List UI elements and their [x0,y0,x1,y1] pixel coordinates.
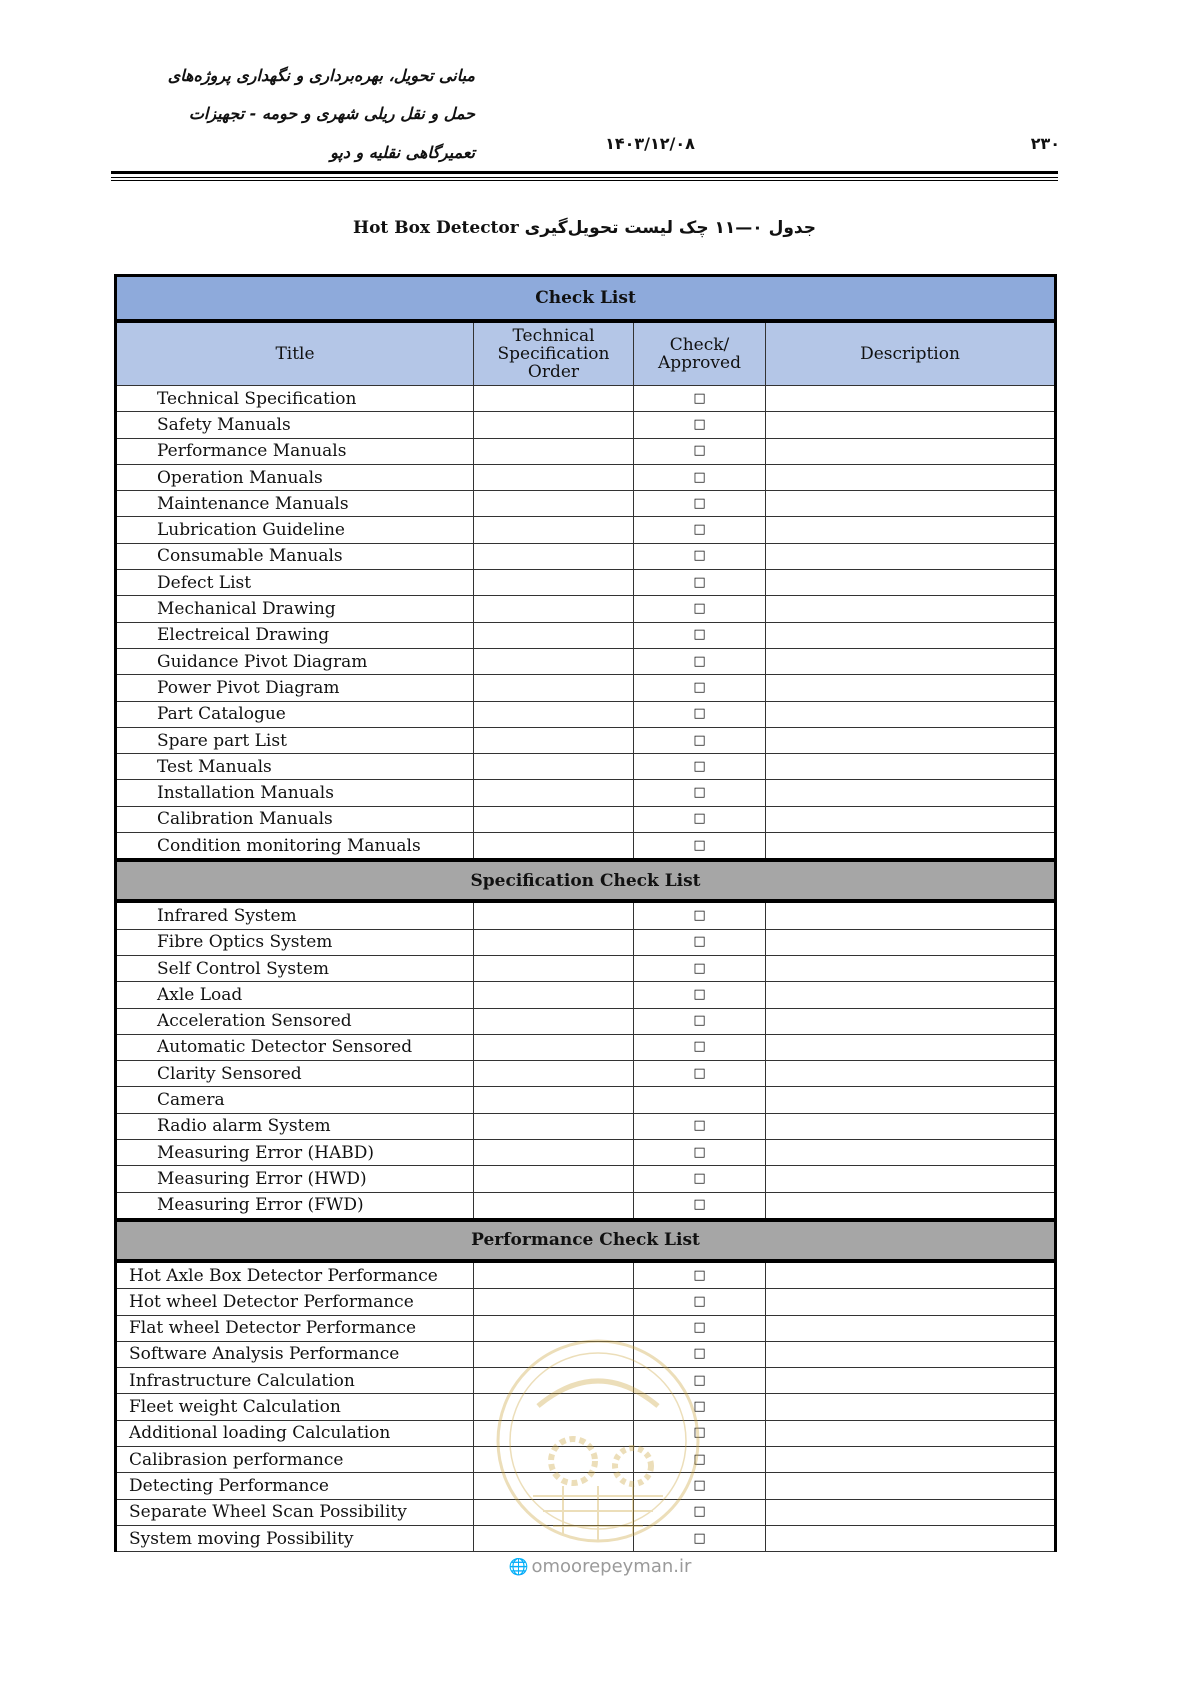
row-description-cell[interactable] [766,675,1056,701]
table-row [116,982,1056,1008]
row-title: Hot Axle Box Detector Performance [116,1261,474,1289]
row-description-cell[interactable] [766,1008,1056,1034]
row-tech-spec-cell[interactable] [474,833,634,861]
globe-icon: 🌐 [508,1557,529,1576]
row-tech-spec-cell[interactable] [474,622,634,648]
row-description-cell[interactable] [766,929,1056,955]
row-tech-spec-cell[interactable] [474,727,634,753]
row-description-cell[interactable] [766,1192,1056,1220]
row-tech-spec-cell[interactable] [474,1008,634,1034]
row-title: Clarity Sensored [116,1061,474,1087]
row-check-cell [634,1140,766,1166]
row-title: Calibration Manuals [116,806,474,832]
checkbox[interactable]: □ [693,785,706,801]
row-check-cell [634,754,766,780]
row-description-cell[interactable] [766,596,1056,622]
row-check-cell [634,1113,766,1139]
row-tech-spec-cell[interactable] [474,464,634,490]
checkbox[interactable]: □ [693,1065,706,1081]
row-tech-spec-cell[interactable] [474,929,634,955]
section-header-row [116,1220,1056,1261]
checkbox[interactable]: □ [693,1425,706,1441]
column-header-row [116,321,1056,386]
row-description-cell[interactable] [766,833,1056,861]
row-check-cell [634,901,766,929]
col-header-tech-spec [474,321,634,386]
row-tech-spec-cell[interactable] [474,517,634,543]
header-title-line-1: مبانی تحویل، بهره‌برداری و نگهداری پروژه‌های [167,66,475,85]
row-title: Radio alarm System [116,1113,474,1139]
table-row [116,1140,1056,1166]
row-title: Automatic Detector Sensored [116,1034,474,1060]
row-description-cell[interactable] [766,901,1056,929]
table-row [116,596,1056,622]
table-row [116,570,1056,596]
row-title: Axle Load [116,982,474,1008]
checkbox[interactable]: □ [693,653,706,669]
col-header-check [634,321,766,386]
table-row [116,438,1056,464]
row-description-cell[interactable] [766,754,1056,780]
row-description-cell[interactable] [766,1261,1056,1289]
table-row [116,929,1056,955]
row-check-cell [634,982,766,1008]
row-check-cell [634,517,766,543]
checkbox[interactable]: □ [693,601,706,617]
page-number: ۲۳۰ [1030,134,1060,153]
row-description-cell[interactable] [766,1087,1056,1113]
row-description-cell[interactable] [766,543,1056,569]
row-title: Detecting Performance [116,1473,474,1499]
row-title: Spare part List [116,727,474,753]
checkbox[interactable]: □ [693,960,706,976]
row-tech-spec-cell[interactable] [474,1261,634,1289]
section-header-row [116,860,1056,901]
row-tech-spec-cell[interactable] [474,1113,634,1139]
row-description-cell[interactable] [766,438,1056,464]
checkbox[interactable]: □ [693,1320,706,1336]
row-check-cell [634,780,766,806]
checkbox[interactable]: □ [693,548,706,564]
row-description-cell[interactable] [766,622,1056,648]
row-description-cell[interactable] [766,1368,1056,1394]
table-row [116,386,1056,412]
row-title: Part Catalogue [116,701,474,727]
row-tech-spec-cell[interactable] [474,675,634,701]
row-description-cell[interactable] [766,1140,1056,1166]
checkbox[interactable]: □ [693,1477,706,1493]
row-description-cell[interactable] [766,1034,1056,1060]
row-check-cell [634,464,766,490]
spec-section-head [116,860,1056,901]
table-row [116,780,1056,806]
row-title: Test Manuals [116,754,474,780]
row-description-cell[interactable] [766,570,1056,596]
checkbox[interactable]: □ [693,416,706,432]
table-row [116,464,1056,490]
table-band-row [116,276,1056,322]
row-title: Infrastructure Calculation [116,1368,474,1394]
row-tech-spec-cell[interactable] [474,412,634,438]
table-row [116,1261,1056,1289]
row-check-cell [634,701,766,727]
watermark-text: omoorepeyman.ir [531,1556,692,1577]
table-caption [111,218,1058,238]
row-tech-spec-cell[interactable] [474,982,634,1008]
checkbox[interactable]: □ [693,1293,706,1309]
row-title: Acceleration Sensored [116,1008,474,1034]
row-description-cell[interactable] [766,648,1056,674]
row-description-cell[interactable] [766,1394,1056,1420]
row-check-cell [634,833,766,861]
row-description-cell[interactable] [766,1499,1056,1525]
row-title: Consumable Manuals [116,543,474,569]
row-tech-spec-cell[interactable] [474,955,634,981]
checkbox[interactable]: □ [693,1267,706,1283]
row-tech-spec-cell[interactable] [474,438,634,464]
row-tech-spec-cell[interactable] [474,780,634,806]
checkbox[interactable]: □ [693,811,706,827]
row-description-cell[interactable] [766,1473,1056,1499]
row-check-cell [634,806,766,832]
row-title: Infrared System [116,901,474,929]
checkbox[interactable]: □ [693,907,706,923]
header-title-line-3: تعمیرگاهی نقلیه و دپو [330,143,475,162]
row-title: Guidance Pivot Diagram [116,648,474,674]
row-check-cell [634,955,766,981]
table-row [116,727,1056,753]
documents-section [116,386,1056,861]
omoorepeyman-stamp-logo [493,1336,706,1546]
row-tech-spec-cell[interactable] [474,1087,634,1113]
row-tech-spec-cell[interactable] [474,806,634,832]
checkbox[interactable]: □ [693,934,706,950]
row-check-cell [634,570,766,596]
row-check-cell [634,543,766,569]
row-description-cell[interactable] [766,1446,1056,1472]
row-tech-spec-cell[interactable] [474,491,634,517]
row-description-cell[interactable] [766,780,1056,806]
row-check-cell [634,1034,766,1060]
row-check-cell [634,648,766,674]
row-check-cell [634,412,766,438]
row-description-cell[interactable] [766,806,1056,832]
row-tech-spec-cell[interactable] [474,1061,634,1087]
row-check-cell [634,386,766,412]
checkbox[interactable]: □ [693,390,706,406]
row-description-cell[interactable] [766,982,1056,1008]
checkbox[interactable]: □ [693,627,706,643]
checkbox[interactable]: □ [693,522,706,538]
row-tech-spec-cell[interactable] [474,701,634,727]
row-description-cell[interactable] [766,1289,1056,1315]
row-description-cell[interactable] [766,727,1056,753]
row-title: Performance Manuals [116,438,474,464]
row-tech-spec-cell[interactable] [474,901,634,929]
row-title: Measuring Error (HWD) [116,1166,474,1192]
row-check-cell [634,929,766,955]
checkbox[interactable]: □ [693,1118,706,1134]
row-tech-spec-cell[interactable] [474,1034,634,1060]
checkbox[interactable]: □ [693,1451,706,1467]
checkbox[interactable]: □ [693,1013,706,1029]
table-row [116,833,1056,861]
checkbox[interactable]: □ [693,986,706,1002]
row-title: Condition monitoring Manuals [116,833,474,861]
checkbox[interactable]: □ [693,706,706,722]
col-header-check-line-2: Approved [658,353,741,373]
row-tech-spec-cell[interactable] [474,754,634,780]
row-description-cell[interactable] [766,412,1056,438]
table-row [116,1034,1056,1060]
row-description-cell[interactable] [766,517,1056,543]
row-title: Maintenance Manuals [116,491,474,517]
row-tech-spec-cell[interactable] [474,1166,634,1192]
row-description-cell[interactable] [766,1166,1056,1192]
checkbox[interactable]: □ [693,1530,706,1546]
row-title: Calibrasion performance [116,1446,474,1472]
header-rule-thin-2 [111,180,1058,181]
checkbox[interactable]: □ [693,1039,706,1055]
row-check-cell [634,622,766,648]
row-check-cell [634,1261,766,1289]
row-title: Power Pivot Diagram [116,675,474,701]
table-row [116,1087,1056,1113]
caption-prefix-fa: جدول ۰—۱۱ چک لیست تحویل‌گیری [524,218,816,238]
checkbox[interactable]: □ [693,837,706,853]
row-title: Lubrication Guideline [116,517,474,543]
row-tech-spec-cell[interactable] [474,1289,634,1315]
row-tech-spec-cell[interactable] [474,543,634,569]
col-header-tech-spec-line-1: Technical [512,326,595,346]
table-row [116,701,1056,727]
row-check-cell [634,1289,766,1315]
row-tech-spec-cell[interactable] [474,1192,634,1220]
table-row [116,622,1056,648]
row-title: Mechanical Drawing [116,596,474,622]
row-check-cell [634,438,766,464]
row-title: Additional loading Calculation [116,1420,474,1446]
row-description-cell[interactable] [766,701,1056,727]
row-title: System moving Possibility [116,1525,474,1551]
row-title: Electreical Drawing [116,622,474,648]
table-row [116,491,1056,517]
header-date: ۱۴۰۳/۱۲/۰۸ [605,134,695,153]
col-header-check-line-1: Check/ [669,335,730,355]
table-row [116,754,1056,780]
row-check-cell [634,491,766,517]
row-title: Defect List [116,570,474,596]
row-description-cell[interactable] [766,386,1056,412]
row-title: Camera [116,1087,474,1113]
row-description-cell[interactable] [766,1341,1056,1367]
row-description-cell[interactable] [766,1113,1056,1139]
checkbox[interactable]: □ [693,1197,706,1213]
row-description-cell[interactable] [766,1525,1056,1551]
row-title: Technical Specification [116,386,474,412]
checkbox[interactable]: □ [693,1504,706,1520]
table-row [116,543,1056,569]
row-title: Installation Manuals [116,780,474,806]
row-check-cell [634,1008,766,1034]
row-check-cell [634,675,766,701]
row-description-cell[interactable] [766,955,1056,981]
row-tech-spec-cell[interactable] [474,648,634,674]
checkbox[interactable]: □ [693,443,706,459]
table-head [116,276,1056,386]
row-description-cell[interactable] [766,1061,1056,1087]
table-band-title: Check List [116,276,1056,322]
row-tech-spec-cell[interactable] [474,386,634,412]
row-check-cell [634,727,766,753]
spec-section-title: Specification Check List [116,860,1056,901]
row-description-cell[interactable] [766,464,1056,490]
checkbox[interactable]: □ [693,1144,706,1160]
header-rule-thick [111,171,1058,174]
row-check-cell [634,596,766,622]
col-header-tech-spec-line-2: Specification [497,344,610,364]
checkbox[interactable]: □ [693,574,706,590]
checkbox[interactable]: □ [693,1372,706,1388]
table-row [116,675,1056,701]
col-header-description: Description [766,321,1056,386]
checkbox[interactable]: □ [693,732,706,748]
table-row [116,1166,1056,1192]
checkbox[interactable]: □ [693,1346,706,1362]
row-title: Fleet weight Calculation [116,1394,474,1420]
row-title: Measuring Error (HABD) [116,1140,474,1166]
row-check-cell [634,1166,766,1192]
table-row [116,1192,1056,1220]
row-description-cell[interactable] [766,1315,1056,1341]
col-header-title: Title [116,321,474,386]
table-row [116,517,1056,543]
row-title: Self Control System [116,955,474,981]
checkbox[interactable]: □ [693,1170,706,1186]
row-title: Operation Manuals [116,464,474,490]
row-title: Hot wheel Detector Performance [116,1289,474,1315]
table-row [116,1061,1056,1087]
checkbox[interactable]: □ [693,679,706,695]
row-title: Separate Wheel Scan Possibility [116,1499,474,1525]
checkbox[interactable]: □ [693,758,706,774]
row-description-cell[interactable] [766,1420,1056,1446]
row-description-cell[interactable] [766,491,1056,517]
perf-section-title: Performance Check List [116,1220,1056,1261]
table-row [116,1008,1056,1034]
row-title: Flat wheel Detector Performance [116,1315,474,1341]
caption-name-en: Hot Box Detector [353,218,519,238]
table-row [116,412,1056,438]
table-row [116,955,1056,981]
table-row [116,1113,1056,1139]
row-title: Fibre Optics System [116,929,474,955]
table-row [116,1289,1056,1315]
row-check-cell [634,1192,766,1220]
table-row [116,648,1056,674]
table-row [116,901,1056,929]
row-title: Measuring Error (FWD) [116,1192,474,1220]
checkbox[interactable]: □ [693,1399,706,1415]
row-tech-spec-cell[interactable] [474,570,634,596]
checkbox[interactable]: □ [693,469,706,485]
row-tech-spec-cell[interactable] [474,1140,634,1166]
row-check-cell [634,1087,766,1113]
col-header-tech-spec-line-3: Order [527,362,580,382]
row-title: Safety Manuals [116,412,474,438]
watermark [500,1556,700,1577]
specifications-section [116,901,1056,1220]
row-check-cell [634,1061,766,1087]
perf-section-head [116,1220,1056,1261]
checkbox[interactable]: □ [693,495,706,511]
table-row [116,806,1056,832]
row-title: Software Analysis Performance [116,1341,474,1367]
row-tech-spec-cell[interactable] [474,596,634,622]
header-rule-thin-1 [111,177,1058,178]
header-title-line-2: حمل و نقل ریلی شهری و حومه - تجهیزات [188,104,475,123]
